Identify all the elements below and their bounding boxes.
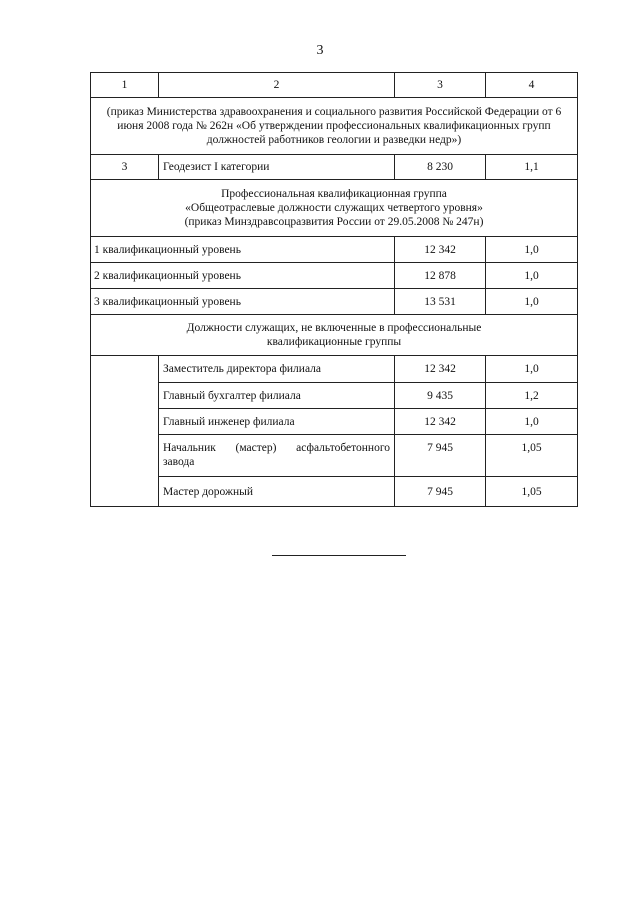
coefficient-value: 1,0 [486, 263, 578, 289]
empty-merged-cell [91, 356, 159, 507]
position-name-line2: завода [163, 456, 195, 468]
qualification-level-label: 3 квалификационный уровень [91, 289, 395, 315]
coefficient-value: 1,1 [486, 155, 578, 180]
salary-table [90, 72, 578, 507]
coefficient-value: 1,05 [486, 477, 578, 507]
section3-title-line1: Должности служащих, не включенные в профессиональные [186, 322, 482, 334]
header-col-4: 4 [486, 73, 578, 98]
table-row [91, 477, 578, 507]
qualification-level: 3 [91, 155, 159, 180]
salary-value: 7 945 [395, 477, 486, 507]
coefficient-value: 1,05 [486, 435, 578, 477]
table-row [91, 356, 578, 383]
coefficient-value: 1,2 [486, 383, 578, 409]
section2-title-line2: «Общеотраслевые должности служащих четвертого уровня» [185, 202, 483, 214]
section2-title [91, 180, 578, 237]
section2-title-line1: Профессиональная квалификационная группа [221, 188, 447, 200]
coefficient-value: 1,0 [486, 409, 578, 435]
table-row [91, 289, 578, 315]
closing-divider-line [272, 555, 406, 556]
section3-title [91, 315, 578, 356]
section2-title-row [91, 180, 578, 237]
table-row [91, 155, 578, 180]
qualification-level-label: 2 квалификационный уровень [91, 263, 395, 289]
table-row [91, 383, 578, 409]
salary-value: 8 230 [395, 155, 486, 180]
salary-value: 12 342 [395, 237, 486, 263]
header-row [91, 73, 578, 98]
position-name: Главный бухгалтер филиала [159, 383, 395, 409]
header-col-1: 1 [91, 73, 159, 98]
section3-title-row [91, 315, 578, 356]
position-name: Геодезист I категории [159, 155, 395, 180]
position-name [159, 435, 395, 477]
table-row [91, 409, 578, 435]
table-row [91, 237, 578, 263]
salary-value: 12 878 [395, 263, 486, 289]
position-name: Заместитель директора филиала [159, 356, 395, 383]
salary-value: 13 531 [395, 289, 486, 315]
qualification-level-label: 1 квалификационный уровень [91, 237, 395, 263]
salary-value: 12 342 [395, 356, 486, 383]
coefficient-value: 1,0 [486, 356, 578, 383]
salary-value: 9 435 [395, 383, 486, 409]
position-name-line1: Начальник (мастер) асфальтобетонного [163, 442, 390, 454]
header-col-2: 2 [159, 73, 395, 98]
section1-note-row [91, 98, 578, 155]
header-col-3: 3 [395, 73, 486, 98]
coefficient-value: 1,0 [486, 237, 578, 263]
table-row [91, 263, 578, 289]
coefficient-value: 1,0 [486, 289, 578, 315]
table-row [91, 435, 578, 477]
page-number: 3 [316, 43, 324, 58]
section2-title-line3: (приказ Минздравсоцразвития России от 29.05.2008 № 247н) [184, 216, 484, 228]
salary-value: 7 945 [395, 435, 486, 477]
salary-value: 12 342 [395, 409, 486, 435]
section3-title-line2: квалификационные группы [266, 336, 402, 348]
position-name: Главный инженер филиала [159, 409, 395, 435]
position-name: Мастер дорожный [159, 477, 395, 507]
section1-note: (приказ Министерства здравоохранения и социального развития Российской Федерации от 6 июня 2008 года № 262н «Об утверждении профессиональных квалификационных групп должностей работников геологии и разведки недр») [91, 98, 578, 155]
